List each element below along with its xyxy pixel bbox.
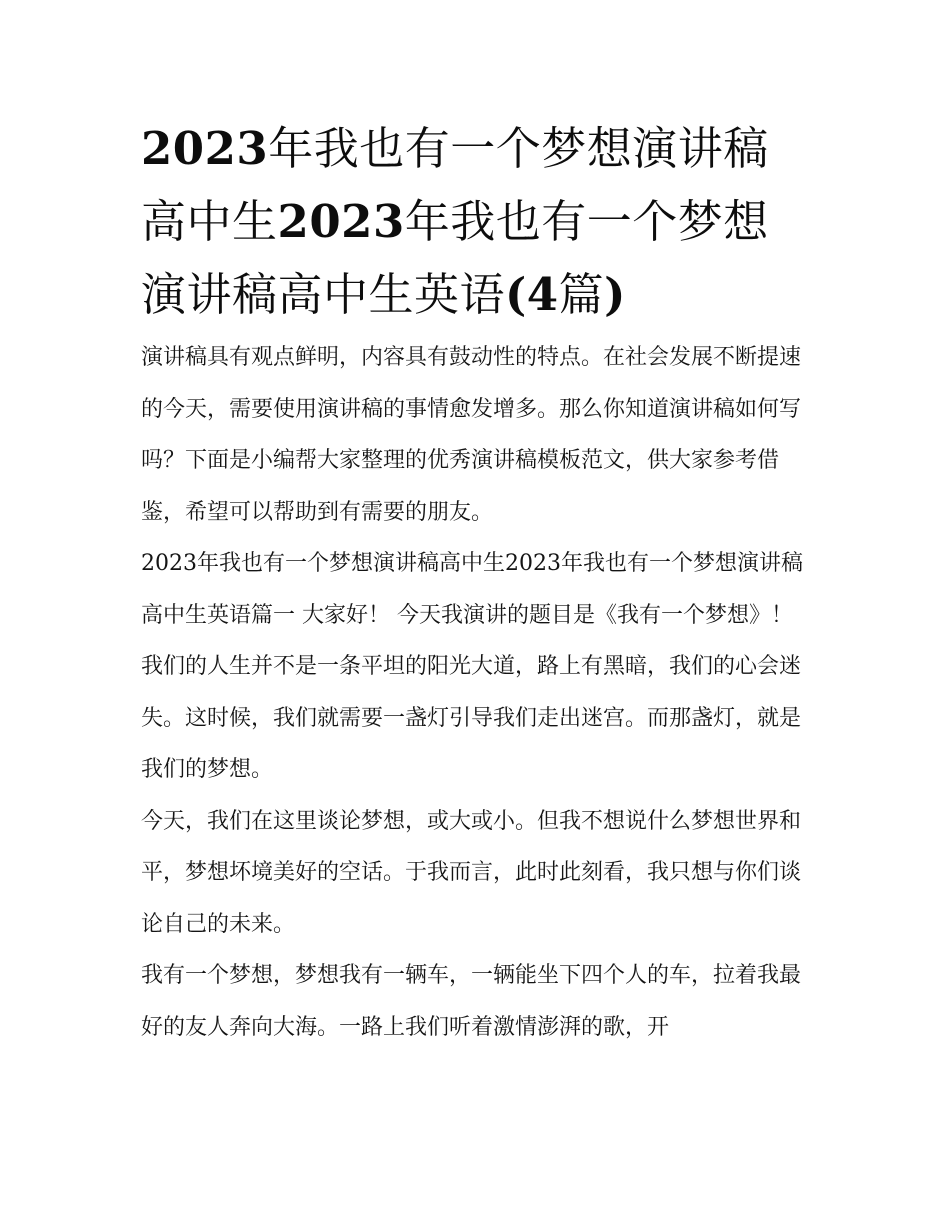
section-heading-paragraph: 2023年我也有一个梦想演讲稿高中生2023年我也有一个梦想演讲稿高中生英语篇一 大家好！ 今天我演讲的题目是《我有一个梦想》！ bbox=[141, 551, 803, 628]
intro-paragraph: 演讲稿具有观点鲜明，内容具有鼓动性的特点。在社会发展不断提速的今天，需要使用演讲稿的事情愈发增多。那么你知道演讲稿如何写吗？下面是小编帮大家整理的优秀演讲稿模板范文，供大家参考借鉴，希望可以帮助到有需要的朋友。 bbox=[141, 345, 802, 525]
document-title: 2023年我也有一个梦想演讲稿高中生2023年我也有一个梦想演讲稿高中生英语(4篇) bbox=[141, 122, 769, 321]
document-body bbox=[141, 112, 813, 1053]
body-paragraph: 我有一个梦想，梦想我有一辆车，一辆能坐下四个人的车，拉着我最好的友人奔向大海。一路上我们听着激情澎湃的歌，开 bbox=[141, 963, 802, 1040]
body-paragraph: 我们的人生并不是一条平坦的阳光大道，路上有黑暗，我们的心会迷失。这时候，我们就需要一盏灯引导我们走出迷宫。而那盏灯，就是我们的梦想。 bbox=[141, 654, 802, 782]
body-paragraph: 今天，我们在这里谈论梦想，或大或小。但我不想说什么梦想世界和平，梦想坏境美好的空话。于我而言，此时此刻看，我只想与你们谈论自己的未来。 bbox=[141, 808, 802, 937]
